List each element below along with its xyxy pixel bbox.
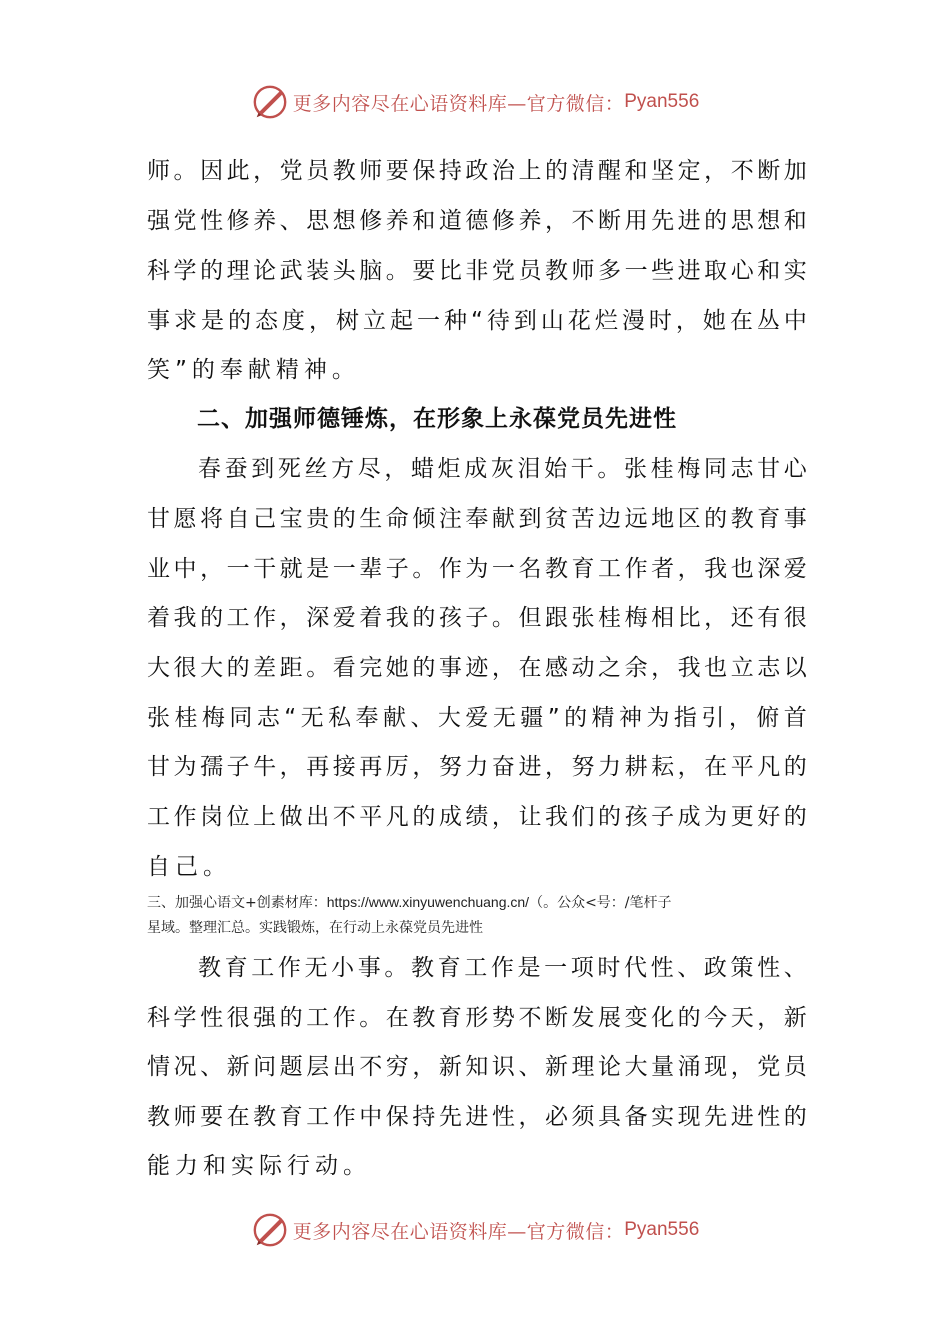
paragraph-line: 笑”的奉献精神。: [147, 357, 360, 383]
paragraph-line: 情 况 、 新 问 题 层 出 不 穷 ， 新 知 识 、 新 理 论 大 量 涌 现 ， 党 员: [147, 1054, 807, 1080]
banner-wechat-id: Pyan556: [624, 91, 700, 112]
paragraph-line: 甘 为 孺 子 牛 ， 再 接 再 厉 ， 努 力 奋 进 ， 努 力 耕 耘 ， 在 平 凡 的: [147, 754, 807, 780]
banner-site-text: 更多内容尽在心语资料库—官方微信：: [292, 1220, 625, 1243]
paragraph-line: 张 桂 梅 同 志 “ 无 私 奉 献 、 大 爱 无 疆 ” 的 精 神 为 指 引 ， 俯 首: [147, 705, 807, 731]
paragraph-line: 工 作 岗 位 上 做 出 不 平 凡 的 成 绩 ， 让 我 们 的 孩 子 成 为 更 好 的: [147, 804, 807, 830]
paragraph-line: 师 。 因 此 ， 党 员 教 师 要 保 持 政 治 上 的 清 醒 和 坚 定 ， 不 断 加: [147, 158, 807, 184]
note-prefix: 三、加强心语文+创素材库：: [147, 895, 327, 911]
section-heading: 二、加强师德锤炼，在形象上永葆党员先进性: [197, 406, 677, 432]
paragraph-line: 大 很 大 的 差 距 。 看 完 她 的 事 迹 ， 在 感 动 之 余 ， 我 也 立 志 以: [147, 655, 807, 681]
paragraph-line: 自己。: [147, 854, 231, 880]
paragraph-line: 教 育 工 作 无 小 事 。 教 育 工 作 是 一 项 时 代 性 、 政 策 性 、: [198, 955, 807, 981]
paragraph-line: 科 学 性 很 强 的 工 作 。 在 教 育 形 势 不 断 发 展 变 化 的 今 天 ， 新: [147, 1005, 807, 1031]
note-suffix: （。公众<号：/笔杆子: [529, 895, 672, 911]
footer-watermark: [0, 1208, 950, 1252]
note-line-2: 星域。整理汇总。实践锻炼，在行动上永葆党员先进性: [147, 920, 483, 936]
paragraph-line: 着 我 的 工 作 ， 深 爱 着 我 的 孩 子 。 但 跟 张 桂 梅 相 比 ， 还 有 很: [147, 605, 807, 631]
paragraph-line: 科 学 的 理 论 武 装 头 脑 。 要 比 非 党 员 教 师 多 一 些 进 取 心 和 实: [147, 258, 807, 284]
paragraph-line: 业 中 ， 一 干 就 是 一 辈 子 。 作 为 一 名 教 育 工 作 者 ， 我 也 深 爱: [147, 556, 807, 582]
paragraph-line: 春 蚕 到 死 丝 方 尽 ， 蜡 炬 成 灰 泪 始 干 。 张 桂 梅 同 志 甘 心: [198, 456, 807, 482]
paragraph-line: 强 党 性 修 养 、 思 想 修 养 和 道 德 修 养 ， 不 断 用 先 进 的 思 想 和: [147, 208, 807, 234]
pen-logo-icon: [251, 1211, 289, 1249]
header-watermark: [0, 80, 950, 124]
paragraph-line: 事 求 是 的 态 度 ， 树 立 起 一 种 “ 待 到 山 花 烂 漫 时 ， 她 在 丛 中: [147, 308, 807, 334]
paragraph-line: 能力和实际行动。: [147, 1153, 371, 1179]
banner-wechat-id: Pyan556: [624, 1219, 700, 1240]
paragraph-line: 甘 愿 将 自 己 宝 贵 的 生 命 倾 注 奉 献 到 贫 苦 边 远 地 区 的 教 育 事: [147, 506, 807, 532]
note-url: https://www.xinyuwenchuang.cn/: [326, 894, 530, 910]
pen-logo-icon: [251, 83, 289, 121]
paragraph-line: 教 师 要 在 教 育 工 作 中 保 持 先 进 性 ， 必 须 具 备 实 现 先 进 性 的: [147, 1104, 807, 1130]
banner-site-text: 更多内容尽在心语资料库—官方微信：: [292, 92, 625, 115]
inserted-note: [147, 892, 672, 913]
